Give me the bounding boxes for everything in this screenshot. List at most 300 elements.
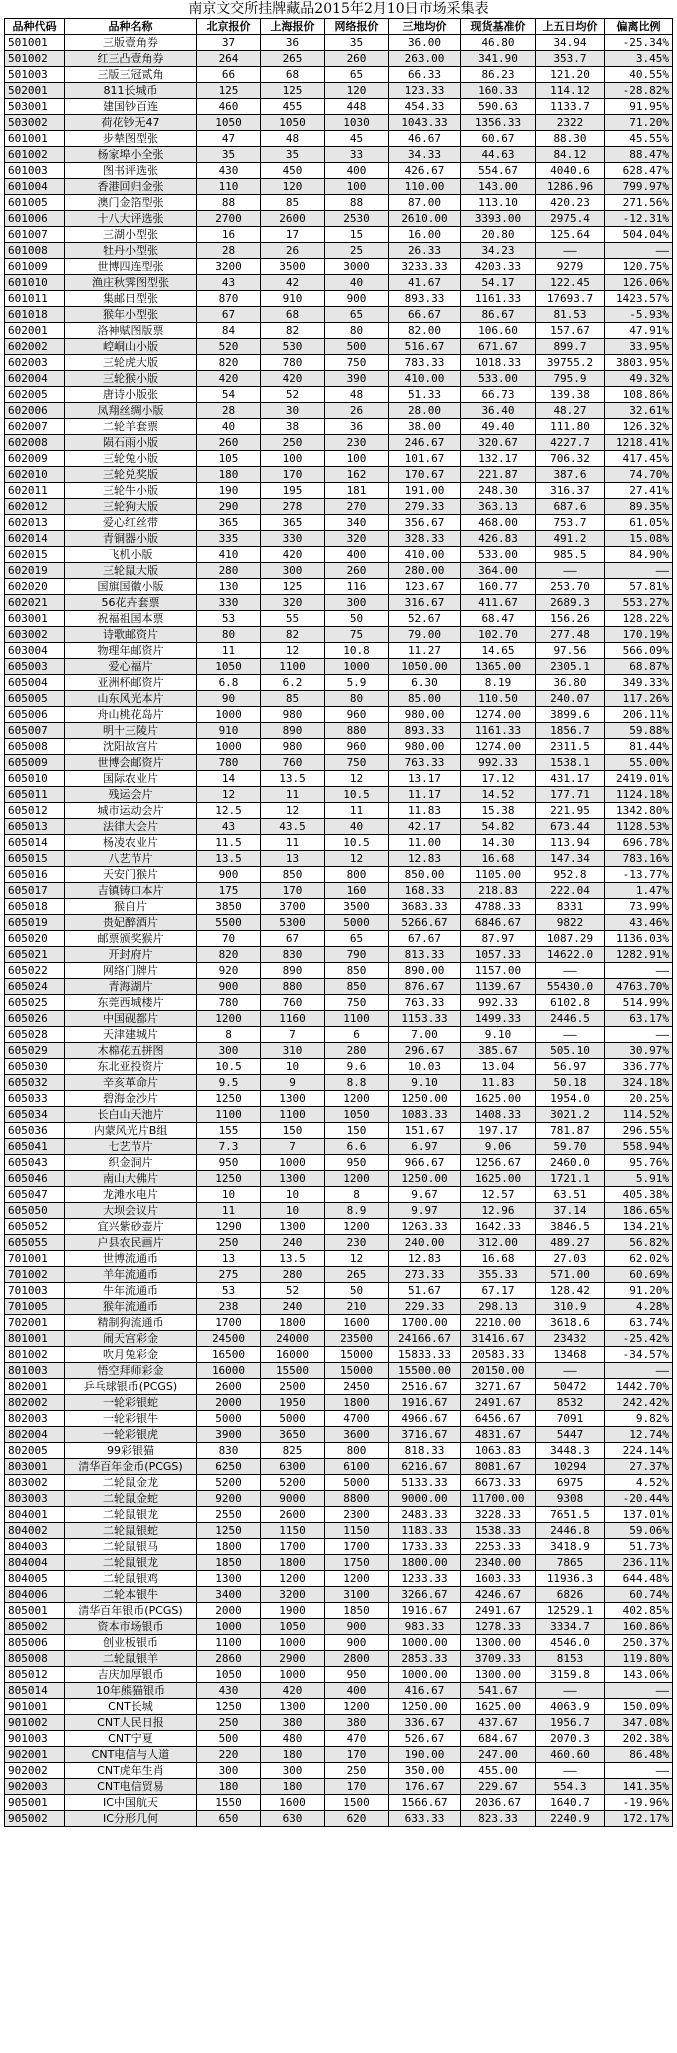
avg-price-cell: 316.67 xyxy=(389,595,461,611)
name-cell: 宜兴紫砂壶片 xyxy=(65,1219,197,1235)
five-day-avg-cell: —— xyxy=(536,563,605,579)
table-row xyxy=(5,163,673,179)
beijing-price-cell: 2550 xyxy=(197,1507,261,1523)
deviation-cell: 27.41% xyxy=(605,483,673,499)
deviation-cell: 150.09% xyxy=(605,1699,673,1715)
deviation-cell: 250.37% xyxy=(605,1635,673,1651)
name-cell: 一轮彩银蛇 xyxy=(65,1395,197,1411)
code-cell: 602013 xyxy=(5,515,65,531)
five-day-avg-cell: 9822 xyxy=(536,915,605,931)
online-price-cell: 960 xyxy=(325,739,389,755)
base-price-cell: 2491.67 xyxy=(461,1395,536,1411)
avg-price-cell: 3233.33 xyxy=(389,259,461,275)
deviation-cell: 15.08% xyxy=(605,531,673,547)
avg-price-cell: 426.67 xyxy=(389,163,461,179)
five-day-avg-cell: 4546.0 xyxy=(536,1635,605,1651)
avg-price-cell: 296.67 xyxy=(389,1043,461,1059)
shanghai-price-cell: 1800 xyxy=(261,1555,325,1571)
online-price-cell: 1750 xyxy=(325,1555,389,1571)
deviation-cell: 117.26% xyxy=(605,691,673,707)
five-day-avg-cell: 97.56 xyxy=(536,643,605,659)
table-row xyxy=(5,1379,673,1395)
five-day-avg-cell: 1640.7 xyxy=(536,1795,605,1811)
shanghai-price-cell: 420 xyxy=(261,1683,325,1699)
shanghai-price-cell: 9000 xyxy=(261,1491,325,1507)
beijing-price-cell: 1250 xyxy=(197,1699,261,1715)
table-row xyxy=(5,1507,673,1523)
shanghai-price-cell: 890 xyxy=(261,963,325,979)
base-price-cell: 197.17 xyxy=(461,1123,536,1139)
table-row xyxy=(5,147,673,163)
five-day-avg-cell: 139.38 xyxy=(536,387,605,403)
deviation-cell: 40.55% xyxy=(605,67,673,83)
deviation-cell: 91.95% xyxy=(605,99,673,115)
code-cell: 602008 xyxy=(5,435,65,451)
code-cell: 605018 xyxy=(5,899,65,915)
code-cell: 601006 xyxy=(5,211,65,227)
table-row xyxy=(5,1059,673,1075)
beijing-price-cell: 430 xyxy=(197,163,261,179)
table-row xyxy=(5,1235,673,1251)
table-row xyxy=(5,323,673,339)
base-price-cell: 143.00 xyxy=(461,179,536,195)
shanghai-price-cell: 450 xyxy=(261,163,325,179)
deviation-cell: 12.74% xyxy=(605,1427,673,1443)
deviation-cell: 95.76% xyxy=(605,1155,673,1171)
five-day-avg-cell: 431.17 xyxy=(536,771,605,787)
beijing-price-cell: 28 xyxy=(197,403,261,419)
avg-price-cell: 1263.33 xyxy=(389,1219,461,1235)
deviation-cell: 143.06% xyxy=(605,1667,673,1683)
table-row xyxy=(5,1107,673,1123)
base-price-cell: 426.83 xyxy=(461,531,536,547)
avg-price-cell: 416.67 xyxy=(389,1683,461,1699)
deviation-cell: 696.78% xyxy=(605,835,673,851)
five-day-avg-cell: —— xyxy=(536,1683,605,1699)
deviation-cell: 3803.95% xyxy=(605,355,673,371)
shanghai-price-cell: 43.5 xyxy=(261,819,325,835)
table-row xyxy=(5,1395,673,1411)
code-cell: 605020 xyxy=(5,931,65,947)
beijing-price-cell: 220 xyxy=(197,1747,261,1763)
name-cell: 羊年流通币 xyxy=(65,1267,197,1283)
name-cell: 大坝会议片 xyxy=(65,1203,197,1219)
name-cell: 精制狗流通币 xyxy=(65,1315,197,1331)
code-cell: 802005 xyxy=(5,1443,65,1459)
five-day-avg-cell: 122.45 xyxy=(536,275,605,291)
deviation-cell: 55.00% xyxy=(605,755,673,771)
online-price-cell: 880 xyxy=(325,723,389,739)
table-row xyxy=(5,611,673,627)
online-price-cell: 150 xyxy=(325,1123,389,1139)
beijing-price-cell: 2000 xyxy=(197,1395,261,1411)
beijing-price-cell: 7.3 xyxy=(197,1139,261,1155)
table-row xyxy=(5,1475,673,1491)
name-cell: 诗歌邮资片 xyxy=(65,627,197,643)
code-cell: 601002 xyxy=(5,147,65,163)
shanghai-price-cell: 85 xyxy=(261,195,325,211)
online-price-cell: 1150 xyxy=(325,1523,389,1539)
beijing-price-cell: 12.5 xyxy=(197,803,261,819)
beijing-price-cell: 11.5 xyxy=(197,835,261,851)
five-day-avg-cell: 88.30 xyxy=(536,131,605,147)
base-price-cell: 3228.33 xyxy=(461,1507,536,1523)
beijing-price-cell: 9200 xyxy=(197,1491,261,1507)
code-cell: 602002 xyxy=(5,339,65,355)
shanghai-price-cell: 980 xyxy=(261,707,325,723)
avg-price-cell: 1566.67 xyxy=(389,1795,461,1811)
name-cell: 香港回归金张 xyxy=(65,179,197,195)
deviation-cell: 59.88% xyxy=(605,723,673,739)
online-price-cell: 1050 xyxy=(325,1107,389,1123)
base-price-cell: 218.83 xyxy=(461,883,536,899)
shanghai-price-cell: 420 xyxy=(261,547,325,563)
avg-price-cell: 280.00 xyxy=(389,563,461,579)
five-day-avg-cell: 489.27 xyxy=(536,1235,605,1251)
name-cell: 二轮鼠银龙 xyxy=(65,1555,197,1571)
code-cell: 602015 xyxy=(5,547,65,563)
avg-price-cell: 67.67 xyxy=(389,931,461,947)
code-cell: 602012 xyxy=(5,499,65,515)
base-price-cell: 1300.00 xyxy=(461,1667,536,1683)
name-cell: 三轮狗大版 xyxy=(65,499,197,515)
table-row xyxy=(5,243,673,259)
base-price-cell: 355.33 xyxy=(461,1267,536,1283)
name-cell: 一轮彩银虎 xyxy=(65,1427,197,1443)
shanghai-price-cell: 42 xyxy=(261,275,325,291)
five-day-avg-cell: 316.37 xyxy=(536,483,605,499)
code-cell: 501003 xyxy=(5,67,65,83)
deviation-cell: 347.08% xyxy=(605,1715,673,1731)
base-price-cell: 20150.00 xyxy=(461,1363,536,1379)
name-cell: 二轮本银牛 xyxy=(65,1587,197,1603)
online-price-cell: 11 xyxy=(325,803,389,819)
deviation-cell: 89.35% xyxy=(605,499,673,515)
beijing-price-cell: 1100 xyxy=(197,1107,261,1123)
avg-price-cell: 818.33 xyxy=(389,1443,461,1459)
shanghai-price-cell: 1160 xyxy=(261,1011,325,1027)
code-cell: 902001 xyxy=(5,1747,65,1763)
table-row xyxy=(5,707,673,723)
avg-price-cell: 82.00 xyxy=(389,323,461,339)
avg-price-cell: 1916.67 xyxy=(389,1603,461,1619)
beijing-price-cell: 175 xyxy=(197,883,261,899)
name-cell: 二轮鼠银龙 xyxy=(65,1507,197,1523)
five-day-avg-cell: 37.14 xyxy=(536,1203,605,1219)
beijing-price-cell: 5000 xyxy=(197,1411,261,1427)
code-cell: 605033 xyxy=(5,1091,65,1107)
base-price-cell: 1057.33 xyxy=(461,947,536,963)
online-price-cell: 1200 xyxy=(325,1571,389,1587)
five-day-avg-cell: 9308 xyxy=(536,1491,605,1507)
name-cell: 红三凸壹角券 xyxy=(65,51,197,67)
deviation-cell: 504.04% xyxy=(605,227,673,243)
online-price-cell: 65 xyxy=(325,307,389,323)
shanghai-price-cell: 1300 xyxy=(261,1171,325,1187)
code-cell: 804001 xyxy=(5,1507,65,1523)
deviation-cell: 1342.80% xyxy=(605,803,673,819)
beijing-price-cell: 3900 xyxy=(197,1427,261,1443)
online-price-cell: 260 xyxy=(325,563,389,579)
name-cell: 二轮鼠金龙 xyxy=(65,1475,197,1491)
five-day-avg-cell: 8532 xyxy=(536,1395,605,1411)
online-price-cell: 3100 xyxy=(325,1587,389,1603)
name-cell: 吹月兔彩金 xyxy=(65,1347,197,1363)
avg-price-cell: 893.33 xyxy=(389,291,461,307)
online-price-cell: 380 xyxy=(325,1715,389,1731)
shanghai-price-cell: 17 xyxy=(261,227,325,243)
table-row xyxy=(5,1283,673,1299)
base-price-cell: 1139.67 xyxy=(461,979,536,995)
five-day-avg-cell: 177.71 xyxy=(536,787,605,803)
header-code: 品种代码 xyxy=(5,19,65,35)
table-row xyxy=(5,1571,673,1587)
base-price-cell: 1625.00 xyxy=(461,1171,536,1187)
beijing-price-cell: 24500 xyxy=(197,1331,261,1347)
beijing-price-cell: 830 xyxy=(197,1443,261,1459)
deviation-cell: 566.09% xyxy=(605,643,673,659)
deviation-cell: 81.44% xyxy=(605,739,673,755)
table-row xyxy=(5,35,673,51)
base-price-cell: 6456.67 xyxy=(461,1411,536,1427)
code-cell: 804005 xyxy=(5,1571,65,1587)
code-cell: 603002 xyxy=(5,627,65,643)
five-day-avg-cell: 1956.7 xyxy=(536,1715,605,1731)
table-row xyxy=(5,515,673,531)
avg-price-cell: 6216.67 xyxy=(389,1459,461,1475)
deviation-cell: -13.77% xyxy=(605,867,673,883)
deviation-cell: 56.82% xyxy=(605,1235,673,1251)
name-cell: 明十三陵片 xyxy=(65,723,197,739)
code-cell: 602005 xyxy=(5,387,65,403)
avg-price-cell: 191.00 xyxy=(389,483,461,499)
name-cell: 凤翔丝绸小版 xyxy=(65,403,197,419)
beijing-price-cell: 1550 xyxy=(197,1795,261,1811)
shanghai-price-cell: 180 xyxy=(261,1779,325,1795)
beijing-price-cell: 125 xyxy=(197,83,261,99)
online-price-cell: 280 xyxy=(325,1043,389,1059)
table-row xyxy=(5,227,673,243)
price-table xyxy=(4,18,673,1827)
name-cell: 三轮牛小版 xyxy=(65,483,197,499)
table-row xyxy=(5,403,673,419)
code-cell: 601005 xyxy=(5,195,65,211)
table-row xyxy=(5,675,673,691)
deviation-cell: -34.57% xyxy=(605,1347,673,1363)
name-cell: 二轮鼠银蛇 xyxy=(65,1523,197,1539)
beijing-price-cell: 780 xyxy=(197,995,261,1011)
name-cell: 南山大佛片 xyxy=(65,1171,197,1187)
five-day-avg-cell: 59.70 xyxy=(536,1139,605,1155)
beijing-price-cell: 1050 xyxy=(197,1667,261,1683)
base-price-cell: 1157.00 xyxy=(461,963,536,979)
online-price-cell: 75 xyxy=(325,627,389,643)
shanghai-price-cell: 2500 xyxy=(261,1379,325,1395)
name-cell: 洛神赋图版票 xyxy=(65,323,197,339)
five-day-avg-cell: 48.27 xyxy=(536,403,605,419)
deviation-cell: 202.38% xyxy=(605,1731,673,1747)
table-row xyxy=(5,1219,673,1235)
avg-price-cell: 42.17 xyxy=(389,819,461,835)
code-cell: 805002 xyxy=(5,1619,65,1635)
online-price-cell: 230 xyxy=(325,435,389,451)
name-cell: 祝福祖国本票 xyxy=(65,611,197,627)
five-day-avg-cell: 353.7 xyxy=(536,51,605,67)
deviation-cell: 224.14% xyxy=(605,1443,673,1459)
name-cell: 网络门牌片 xyxy=(65,963,197,979)
deviation-cell: 206.11% xyxy=(605,707,673,723)
table-row xyxy=(5,803,673,819)
online-price-cell: 10.8 xyxy=(325,643,389,659)
shanghai-price-cell: 250 xyxy=(261,435,325,451)
table-row xyxy=(5,1539,673,1555)
shanghai-price-cell: 320 xyxy=(261,595,325,611)
deviation-cell: 170.19% xyxy=(605,627,673,643)
code-cell: 503001 xyxy=(5,99,65,115)
five-day-avg-cell: 34.94 xyxy=(536,35,605,51)
five-day-avg-cell: 277.48 xyxy=(536,627,605,643)
shanghai-price-cell: 5000 xyxy=(261,1411,325,1427)
five-day-avg-cell: 3618.6 xyxy=(536,1315,605,1331)
beijing-price-cell: 37 xyxy=(197,35,261,51)
header-row xyxy=(5,19,673,35)
base-price-cell: 67.17 xyxy=(461,1283,536,1299)
online-price-cell: 750 xyxy=(325,755,389,771)
beijing-price-cell: 500 xyxy=(197,1731,261,1747)
beijing-price-cell: 110 xyxy=(197,179,261,195)
shanghai-price-cell: 240 xyxy=(261,1235,325,1251)
table-row xyxy=(5,1091,673,1107)
shanghai-price-cell: 12 xyxy=(261,643,325,659)
online-price-cell: 800 xyxy=(325,1443,389,1459)
name-cell: 杨家埠小全张 xyxy=(65,147,197,163)
table-row xyxy=(5,1043,673,1059)
base-price-cell: 1274.00 xyxy=(461,739,536,755)
shanghai-price-cell: 830 xyxy=(261,947,325,963)
code-cell: 802002 xyxy=(5,1395,65,1411)
five-day-avg-cell: 571.00 xyxy=(536,1267,605,1283)
five-day-avg-cell: 4227.7 xyxy=(536,435,605,451)
name-cell: 二轮鼠银马 xyxy=(65,1539,197,1555)
code-cell: 805006 xyxy=(5,1635,65,1651)
avg-price-cell: 356.67 xyxy=(389,515,461,531)
shanghai-price-cell: 850 xyxy=(261,867,325,883)
shanghai-price-cell: 68 xyxy=(261,67,325,83)
base-price-cell: 17.12 xyxy=(461,771,536,787)
code-cell: 805008 xyxy=(5,1651,65,1667)
beijing-price-cell: 820 xyxy=(197,947,261,963)
avg-price-cell: 893.33 xyxy=(389,723,461,739)
beijing-price-cell: 13 xyxy=(197,1251,261,1267)
table-row xyxy=(5,1267,673,1283)
code-cell: 602006 xyxy=(5,403,65,419)
shanghai-price-cell: 1050 xyxy=(261,115,325,131)
shanghai-price-cell: 278 xyxy=(261,499,325,515)
code-cell: 605013 xyxy=(5,819,65,835)
shanghai-price-cell: 480 xyxy=(261,1731,325,1747)
beijing-price-cell: 16 xyxy=(197,227,261,243)
beijing-price-cell: 1000 xyxy=(197,707,261,723)
avg-price-cell: 890.00 xyxy=(389,963,461,979)
deviation-cell: 236.11% xyxy=(605,1555,673,1571)
shanghai-price-cell: 980 xyxy=(261,739,325,755)
online-price-cell: 320 xyxy=(325,531,389,547)
base-price-cell: 247.00 xyxy=(461,1747,536,1763)
five-day-avg-cell: 4040.6 xyxy=(536,163,605,179)
base-price-cell: 12.96 xyxy=(461,1203,536,1219)
shanghai-price-cell: 5300 xyxy=(261,915,325,931)
five-day-avg-cell: 491.2 xyxy=(536,531,605,547)
table-row xyxy=(5,1683,673,1699)
beijing-price-cell: 1800 xyxy=(197,1539,261,1555)
shanghai-price-cell: 125 xyxy=(261,579,325,595)
deviation-cell: 1124.18% xyxy=(605,787,673,803)
code-cell: 605006 xyxy=(5,707,65,723)
code-cell: 605047 xyxy=(5,1187,65,1203)
online-price-cell: 210 xyxy=(325,1299,389,1315)
online-price-cell: 6 xyxy=(325,1027,389,1043)
deviation-cell: —— xyxy=(605,1763,673,1779)
deviation-cell: 51.73% xyxy=(605,1539,673,1555)
name-cell: 亚洲杯邮资片 xyxy=(65,675,197,691)
avg-price-cell: 11.17 xyxy=(389,787,461,803)
name-cell: 悟空拜师彩金 xyxy=(65,1363,197,1379)
shanghai-price-cell: 36 xyxy=(261,35,325,51)
shanghai-price-cell: 265 xyxy=(261,51,325,67)
table-row xyxy=(5,547,673,563)
table-row xyxy=(5,1203,673,1219)
beijing-price-cell: 10.5 xyxy=(197,1059,261,1075)
code-cell: 601004 xyxy=(5,179,65,195)
header-name: 品种名称 xyxy=(65,19,197,35)
online-price-cell: 5.9 xyxy=(325,675,389,691)
base-price-cell: 8081.67 xyxy=(461,1459,536,1475)
name-cell: 渔庄秋霁图型张 xyxy=(65,275,197,291)
online-price-cell: 1700 xyxy=(325,1539,389,1555)
online-price-cell: 8800 xyxy=(325,1491,389,1507)
code-cell: 605036 xyxy=(5,1123,65,1139)
table-row xyxy=(5,115,673,131)
base-price-cell: 11700.00 xyxy=(461,1491,536,1507)
beijing-price-cell: 105 xyxy=(197,451,261,467)
table-row xyxy=(5,739,673,755)
avg-price-cell: 11.83 xyxy=(389,803,461,819)
shanghai-price-cell: 1300 xyxy=(261,1091,325,1107)
name-cell: 99彩银猫 xyxy=(65,1443,197,1459)
beijing-price-cell: 1000 xyxy=(197,1619,261,1635)
code-cell: 602003 xyxy=(5,355,65,371)
beijing-price-cell: 1300 xyxy=(197,1571,261,1587)
deviation-cell: 1128.53% xyxy=(605,819,673,835)
base-price-cell: 110.50 xyxy=(461,691,536,707)
base-price-cell: 1063.83 xyxy=(461,1443,536,1459)
avg-price-cell: 980.00 xyxy=(389,707,461,723)
avg-price-cell: 9.97 xyxy=(389,1203,461,1219)
table-row xyxy=(5,1139,673,1155)
five-day-avg-cell: 157.67 xyxy=(536,323,605,339)
base-price-cell: 684.67 xyxy=(461,1731,536,1747)
name-cell: CNT电信贸易 xyxy=(65,1779,197,1795)
table-row xyxy=(5,195,673,211)
base-price-cell: 4788.33 xyxy=(461,899,536,915)
code-cell: 605052 xyxy=(5,1219,65,1235)
shanghai-price-cell: 67 xyxy=(261,931,325,947)
online-price-cell: 400 xyxy=(325,547,389,563)
name-cell: 二轮鼠银鸡 xyxy=(65,1571,197,1587)
beijing-price-cell: 5500 xyxy=(197,915,261,931)
online-price-cell: 260 xyxy=(325,51,389,67)
avg-price-cell: 1000.00 xyxy=(389,1667,461,1683)
